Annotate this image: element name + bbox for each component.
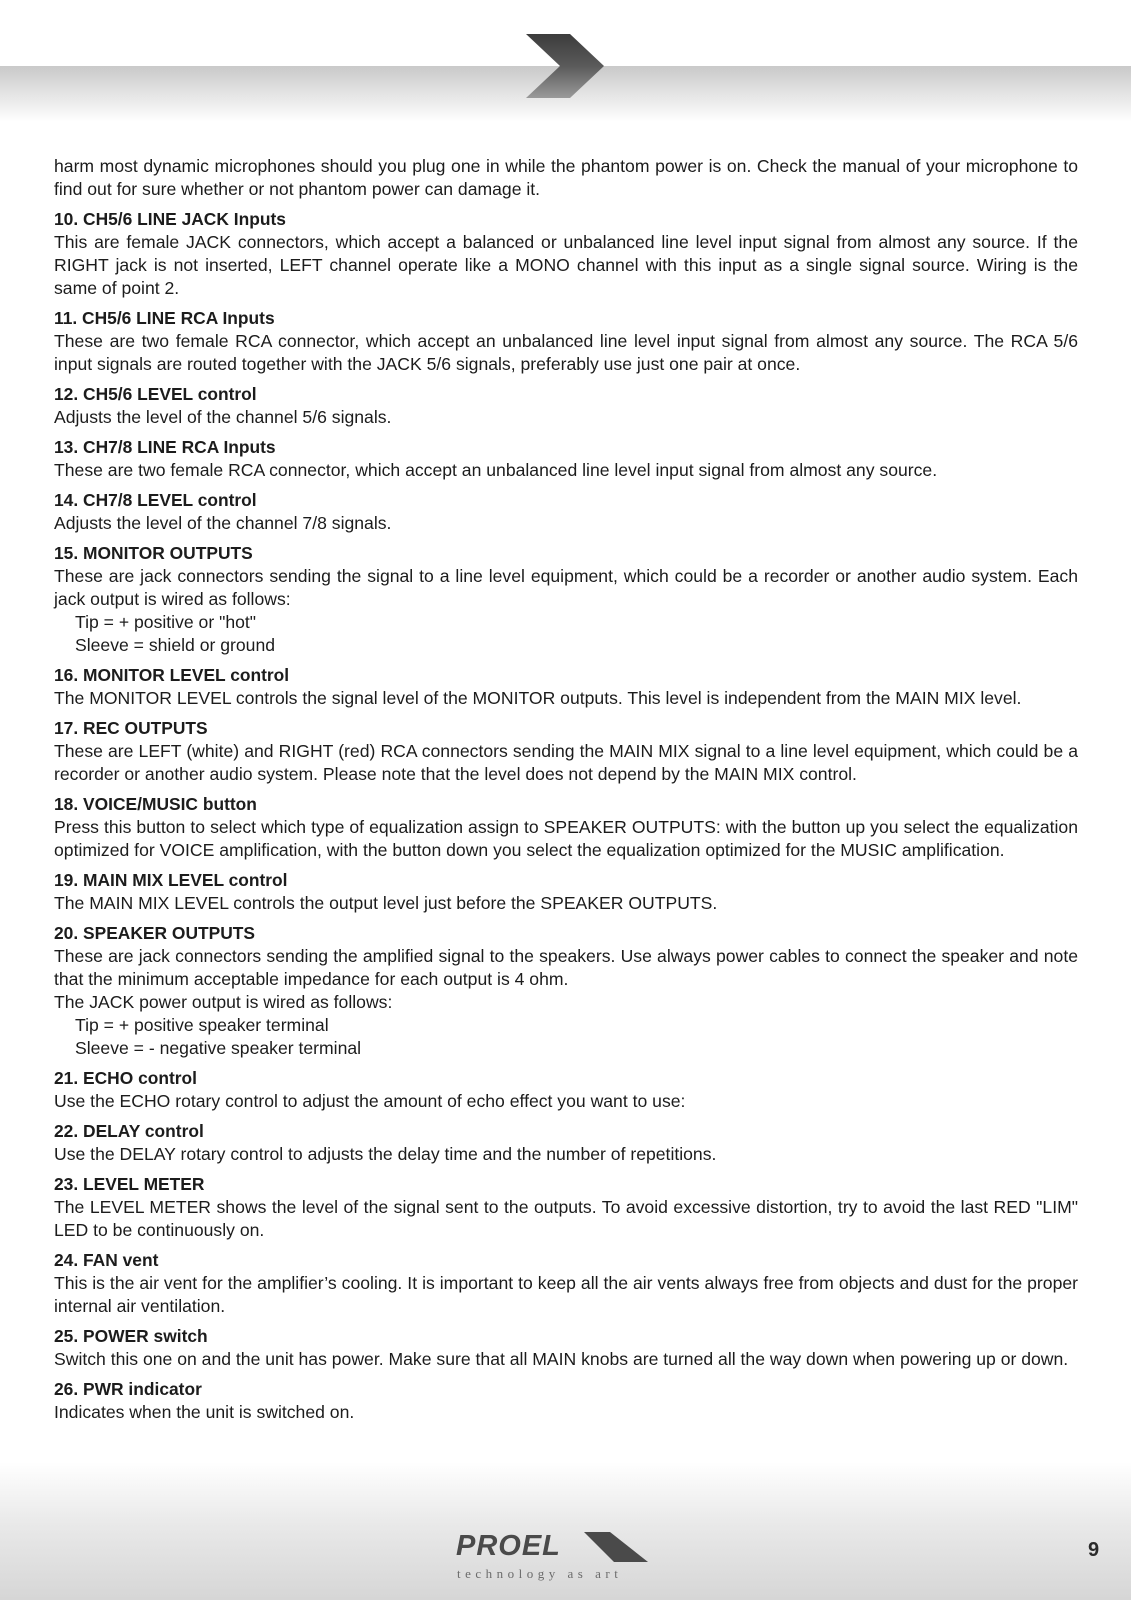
- wiring-line: Sleeve = - negative speaker terminal: [75, 1038, 362, 1058]
- item-title: 12. CH5/6 LEVEL control: [54, 384, 257, 404]
- page-number: 9: [1088, 1539, 1100, 1561]
- wiring-line: Sleeve = shield or ground: [75, 635, 276, 655]
- logo-tagline: technology as art: [457, 1566, 623, 1581]
- item-21: [54, 1067, 1078, 1113]
- item-16: [54, 664, 1078, 710]
- item-26: [54, 1378, 1078, 1424]
- item-title: 19. MAIN MIX LEVEL control: [54, 870, 288, 890]
- item-19: [54, 869, 1078, 915]
- item-title: 23. LEVEL METER: [54, 1174, 205, 1194]
- item-title: 13. CH7/8 LINE RCA Inputs: [54, 437, 276, 457]
- item-text: This are female JACK connectors, which accept a balanced or unbalanced line level input signal from almost any source. If the RIGHT jack is not inserted, LEFT channel operate like a MONO channel with this input as a single signal source. Wiring is the same of point 2.: [54, 232, 1078, 298]
- item-title: 14. CH7/8 LEVEL control: [54, 490, 257, 510]
- item-title: 16. MONITOR LEVEL control: [54, 665, 290, 685]
- wiring-line: Tip = + positive speaker terminal: [75, 1015, 329, 1035]
- item-23: [54, 1173, 1078, 1242]
- logo-wedge-icon: [584, 1532, 648, 1562]
- proel-logo: [456, 1530, 676, 1590]
- item-13: [54, 436, 1078, 482]
- item-title: 15. MONITOR OUTPUTS: [54, 543, 253, 563]
- item-title: 24. FAN vent: [54, 1250, 159, 1270]
- item-title: 10. CH5/6 LINE JACK Inputs: [54, 209, 286, 229]
- item-title: 20. SPEAKER OUTPUTS: [54, 923, 256, 943]
- item-text: These are jack connectors sending the amplified signal to the speakers. Use always power cables to connect the speaker and note that the minimum acceptable impedance for each output is 4 ohm.: [54, 946, 1078, 989]
- logo-wordmark: PROEL: [456, 1530, 561, 1562]
- item-text: This is the air vent for the amplifier’s cooling. It is important to keep all the air vents always free from objects and dust for the proper internal air ventilation.: [54, 1273, 1078, 1316]
- item-text: Adjusts the level of the channel 7/8 signals.: [54, 513, 392, 533]
- item-text: The MAIN MIX LEVEL controls the output level just before the SPEAKER OUTPUTS.: [54, 893, 718, 913]
- item-text: These are jack connectors sending the signal to a line level equipment, which could be a recorder or another audio system. Each jack output is wired as follows:: [54, 566, 1078, 609]
- item-12: [54, 383, 1078, 429]
- item-text: These are two female RCA connector, which accept an unbalanced line level input signal from almost any source.: [54, 460, 938, 480]
- item-title: 11. CH5/6 LINE RCA Inputs: [54, 308, 275, 328]
- item-text: Adjusts the level of the channel 5/6 signals.: [54, 407, 392, 427]
- item-text: The LEVEL METER shows the level of the signal sent to the outputs. To avoid excessive distortion, try to avoid the last RED "LIM" LED to be continuously on.: [54, 1197, 1078, 1240]
- item-text: Use the DELAY rotary control to adjusts the delay time and the number of repetitions.: [54, 1144, 717, 1164]
- item-title: 25. POWER switch: [54, 1326, 208, 1346]
- item-11: [54, 307, 1078, 376]
- item-text: Indicates when the unit is switched on.: [54, 1402, 355, 1422]
- item-text: Switch this one on and the unit has power. Make sure that all MAIN knobs are turned all the way down when powering up or down.: [54, 1349, 1069, 1369]
- item-24: [54, 1249, 1078, 1318]
- item-10: [54, 208, 1078, 300]
- manual-content: [54, 155, 1078, 1424]
- item-title: 18. VOICE/MUSIC button: [54, 794, 257, 814]
- item-text: Use the ECHO rotary control to adjust the amount of echo effect you want to use:: [54, 1091, 686, 1111]
- item-15: [54, 542, 1078, 657]
- item-20: [54, 922, 1078, 1060]
- item-title: 17. REC OUTPUTS: [54, 718, 208, 738]
- intro-paragraph: harm most dynamic microphones should you plug one in while the phantom power is on. Check the manual of your microphone to find out for sure whether or not phantom power can damage it.: [54, 156, 1078, 199]
- item-text-secondary: The JACK power output is wired as follows:: [54, 992, 393, 1012]
- item-text: Press this button to select which type of equalization assign to SPEAKER OUTPUTS: with the button up you select the equalization optimized for VOICE amplification, with the button down you select the equalization optimized for the MUSIC amplification.: [54, 817, 1078, 860]
- header-arrow-icon: [526, 34, 604, 98]
- item-title: 26. PWR indicator: [54, 1379, 202, 1399]
- item-17: [54, 717, 1078, 786]
- item-18: [54, 793, 1078, 862]
- item-title: 21. ECHO control: [54, 1068, 198, 1088]
- item-22: [54, 1120, 1078, 1166]
- item-text: These are two female RCA connector, which accept an unbalanced line level input signal from almost any source. The RCA 5/6 input signals are routed together with the JACK 5/6 signals, preferably use just one pair at once.: [54, 331, 1078, 374]
- item-title: 22. DELAY control: [54, 1121, 204, 1141]
- item-text: The MONITOR LEVEL controls the signal level of the MONITOR outputs. This level is independent from the MAIN MIX level.: [54, 688, 1022, 708]
- item-25: [54, 1325, 1078, 1371]
- item-text: These are LEFT (white) and RIGHT (red) RCA connectors sending the MAIN MIX signal to a line level equipment, which could be a recorder or another audio system. Please note that the level does not depend by the MAIN MIX control.: [54, 741, 1078, 784]
- item-14: [54, 489, 1078, 535]
- wiring-line: Tip = + positive or "hot": [75, 612, 257, 632]
